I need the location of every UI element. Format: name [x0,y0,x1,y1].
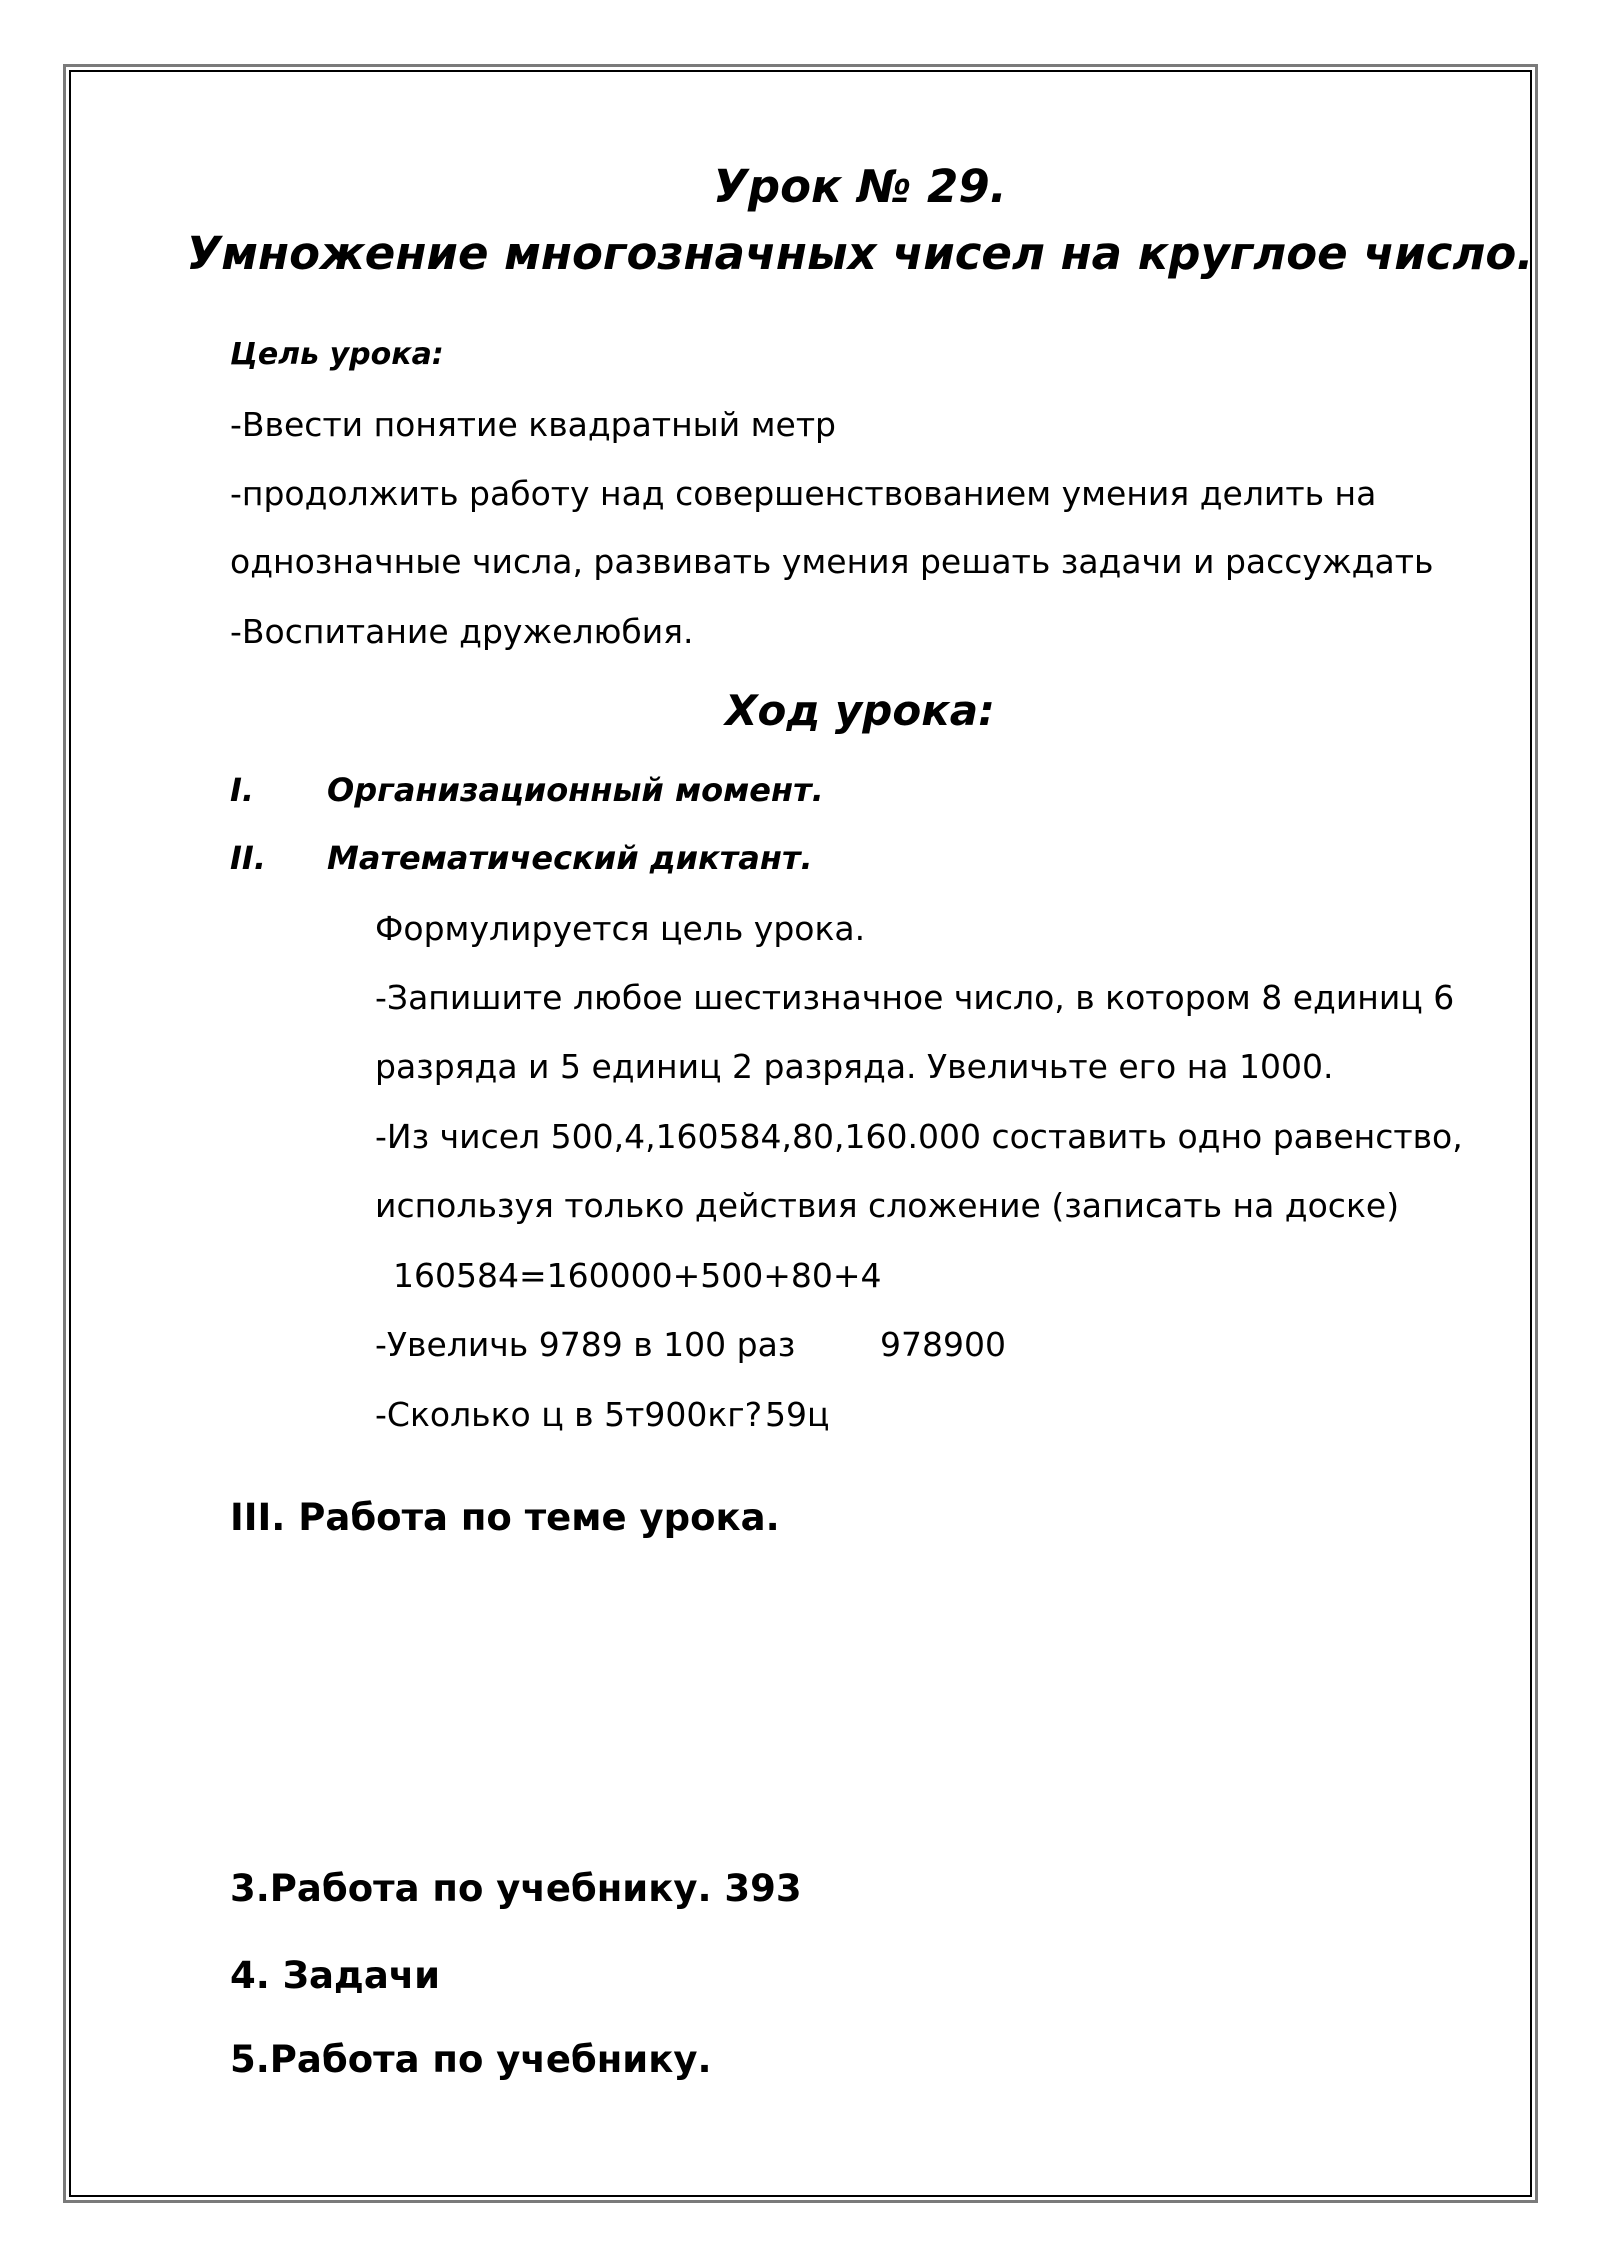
roman-item-label: Математический диктант. [327,839,813,877]
dictation-line: -Из чисел 500,4,160584,80,160.000 составить одно равенство, [375,1117,1463,1156]
part-heading: 4. Задачи [230,1954,441,1997]
part-heading: III. Работа по теме урока. [230,1496,780,1539]
dictation-line: Формулируется цель урока. [375,909,866,948]
dictation-line: разряда и 5 единиц 2 разряда. Увеличьте его на 1000. [375,1047,1334,1086]
part-heading: 3.Работа по учебнику. 393 [230,1867,802,1910]
question-answer: 978900 [880,1325,1006,1364]
goal-line: -Ввести понятие квадратный метр [230,405,837,444]
equation-line: 160584=160000+500+80+4 [393,1256,882,1295]
roman-item-label: Организационный момент. [327,771,824,809]
dictation-line: используя только действия сложение (записать на доске) [375,1186,1400,1225]
goal-line: однозначные числа, развивать умения решать задачи и рассуждать [230,542,1434,581]
roman-numeral: II. [230,839,266,877]
goal-line: -Воспитание дружелюбия. [230,612,694,651]
lesson-number-title: Урок № 29. [713,160,1007,213]
course-heading: Ход урока: [725,686,995,735]
roman-numeral: I. [230,771,255,809]
goal-heading: Цель урока: [230,337,444,372]
question-text: -Сколько ц в 5т900кг? [375,1395,763,1434]
goal-line: -продолжить работу над совершенствованием умения делить на [230,474,1377,513]
question-answer: 59ц [765,1395,830,1434]
dictation-line: -Запишите любое шестизначное число, в котором 8 единиц 6 [375,978,1455,1017]
question-text: -Увеличь 9789 в 100 раз [375,1325,796,1364]
part-heading: 5.Работа по учебнику. [230,2038,712,2081]
lesson-topic-title: Умножение многозначных чисел на круглое число. [186,227,1534,280]
